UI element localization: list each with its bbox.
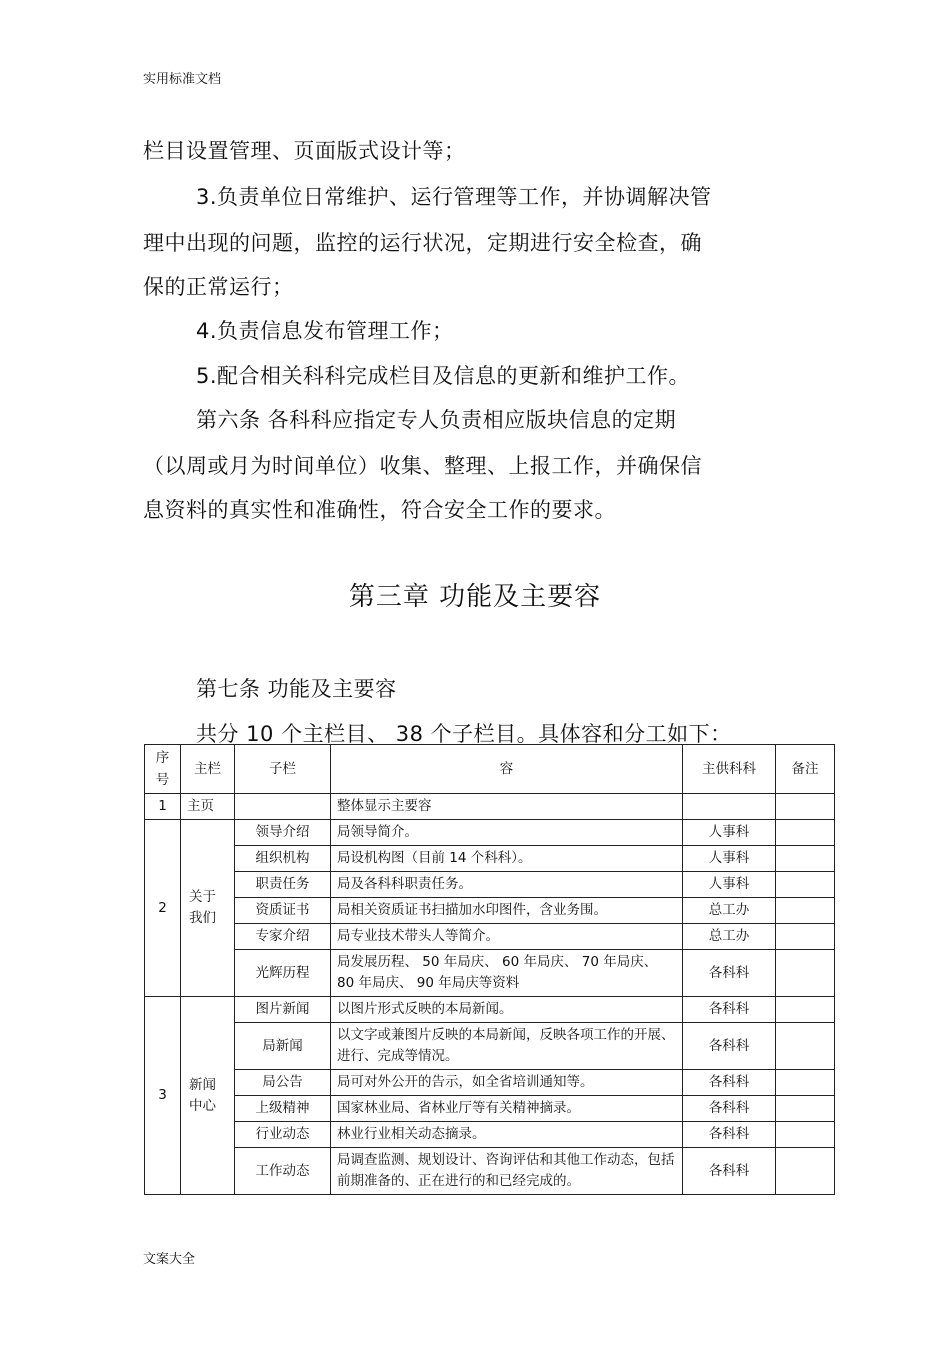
cell-content: 局专业技术带头人等简介。: [331, 924, 683, 950]
cell-content: 整体显示主要容: [331, 794, 683, 820]
cell-remark: [776, 872, 835, 898]
cell-remark: [776, 820, 835, 846]
table-row: [145, 846, 835, 872]
cell-content: 国家林业局、省林业厅等有关精神摘录。: [331, 1096, 683, 1122]
cell-sub: 资质证书: [235, 898, 331, 924]
cell-remark: [776, 997, 835, 1023]
header-sub: 子栏: [235, 745, 331, 794]
table-row: [145, 820, 835, 846]
cell-provider: 人事科: [683, 846, 776, 872]
cell-main: 主页: [181, 794, 235, 820]
cell-provider: 人事科: [683, 872, 776, 898]
cell-content: 局领导简介。: [331, 820, 683, 846]
cell-content: 林业行业相关动态摘录。: [331, 1122, 683, 1148]
cell-sub: 上级精神: [235, 1096, 331, 1122]
cell-remark: [776, 1122, 835, 1148]
paragraph-line: 第六条 各科科应指定专人负责相应版块信息的定期: [196, 408, 677, 432]
header-main: 主栏: [181, 745, 235, 794]
table-row: [145, 1023, 835, 1070]
paragraph-line: 理中出现的问题，监控的运行状况，定期进行安全检查，确: [143, 231, 702, 255]
cell-main: 关于我们: [181, 820, 235, 997]
cell-sub: 领导介绍: [235, 820, 331, 846]
table-row: [145, 1096, 835, 1122]
cell-remark: [776, 950, 835, 997]
cell-content: 局相关资质证书扫描加水印图件，含业务围。: [331, 898, 683, 924]
cell-sub: 职责任务: [235, 872, 331, 898]
table-row: [145, 794, 835, 820]
cell-content: 以图片形式反映的本局新闻。: [331, 997, 683, 1023]
paragraph-line: 4.负责信息发布管理工作；: [196, 319, 454, 343]
header-content: 容: [331, 745, 683, 794]
cell-remark: [776, 898, 835, 924]
table-row: [145, 1070, 835, 1096]
cell-sub: [235, 794, 331, 820]
cell-content: 局可对外公开的告示，如全省培训通知等。: [331, 1070, 683, 1096]
cell-provider: 各科科: [683, 1023, 776, 1070]
chapter-title: 第三章 功能及主要容: [348, 582, 602, 612]
cell-provider: 各科科: [683, 1096, 776, 1122]
page-footer: 文案大全: [143, 1252, 196, 1267]
cell-sub: 光辉历程: [235, 950, 331, 997]
cell-content: 局调查监测、规划设计、咨询评估和其他工作动态，包括前期准备的、正在进行的和已经完成的。: [331, 1148, 683, 1195]
table-row: [145, 950, 835, 997]
cell-content: 局发展历程、 50 年局庆、 60 年局庆、 70 年局庆、 80 年局庆、 90 年局庆等资料: [331, 950, 683, 997]
table-row: [145, 997, 835, 1023]
paragraph-line: 5.配合相关科科完成栏目及信息的更新和维护工作。: [196, 364, 691, 388]
cell-provider: 各科科: [683, 1148, 776, 1195]
cell-provider: [683, 794, 776, 820]
paragraph-line: 栏目设置管理、页面版式设计等；: [143, 139, 466, 163]
paragraph-line: （以周或月为时间单位）收集、整理、上报工作，并确保信: [143, 454, 702, 478]
paragraph-line: 3.负责单位日常维护、运行管理等工作，并协调解决管: [196, 185, 712, 209]
table-row: [145, 898, 835, 924]
header-no: 序号: [145, 745, 181, 794]
cell-sub: 行业动态: [235, 1122, 331, 1148]
article-title: 第七条 功能及主要容: [196, 677, 397, 701]
table-row: [145, 1148, 835, 1195]
cell-remark: [776, 1148, 835, 1195]
paragraph-line: 息资料的真实性和准确性，符合安全工作的要求。: [143, 498, 616, 522]
cell-remark: [776, 1096, 835, 1122]
table-row: [145, 1122, 835, 1148]
cell-sub: 专家介绍: [235, 924, 331, 950]
cell-remark: [776, 794, 835, 820]
cell-sub: 工作动态: [235, 1148, 331, 1195]
cell-remark: [776, 1070, 835, 1096]
cell-sub: 组织机构: [235, 846, 331, 872]
cell-provider: 各科科: [683, 1122, 776, 1148]
cell-provider: 总工办: [683, 924, 776, 950]
cell-no: 2: [145, 820, 181, 997]
cell-provider: 人事科: [683, 820, 776, 846]
header-remark: 备注: [776, 745, 835, 794]
cell-provider: 各科科: [683, 997, 776, 1023]
cell-remark: [776, 1023, 835, 1070]
header-provider: 主供科科: [683, 745, 776, 794]
cell-remark: [776, 846, 835, 872]
article-intro: 共分 10 个主栏目、 38 个子栏目。具体容和分工如下：: [196, 722, 732, 746]
cell-sub: 局公告: [235, 1070, 331, 1096]
cell-sub: 图片新闻: [235, 997, 331, 1023]
cell-provider: 各科科: [683, 950, 776, 997]
cell-remark: [776, 924, 835, 950]
cell-content: 局及各科科职责任务。: [331, 872, 683, 898]
cell-sub: 局新闻: [235, 1023, 331, 1070]
content-table: [144, 744, 835, 1195]
cell-no: 1: [145, 794, 181, 820]
cell-content: 局设机构图（目前 14 个科科）。: [331, 846, 683, 872]
paragraph-line: 保的正常运行；: [143, 275, 294, 299]
table-header-row: [145, 745, 835, 794]
cell-no: 3: [145, 997, 181, 1195]
table-row: [145, 924, 835, 950]
table-row: [145, 872, 835, 898]
page-header: 实用标准文档: [143, 72, 222, 87]
cell-provider: 各科科: [683, 1070, 776, 1096]
cell-content: 以文字或兼图片反映的本局新闻，反映各项工作的开展、进行、完成等情况。: [331, 1023, 683, 1070]
cell-main: 新闻中心: [181, 997, 235, 1195]
cell-provider: 总工办: [683, 898, 776, 924]
